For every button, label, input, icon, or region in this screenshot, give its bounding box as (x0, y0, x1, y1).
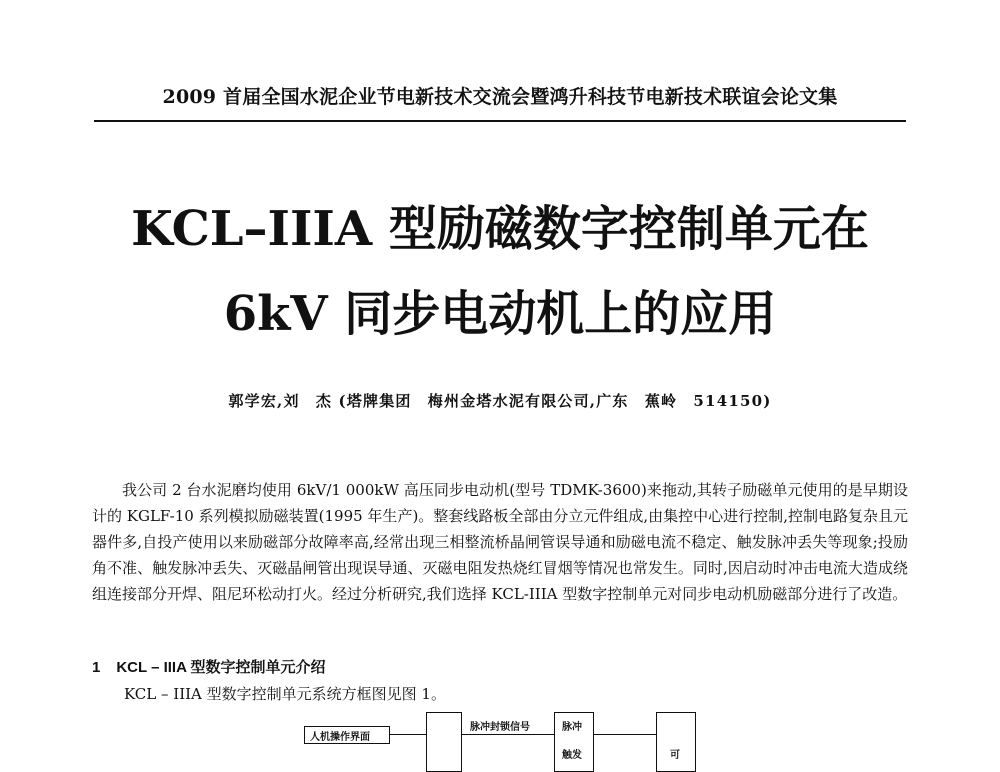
connector-hmi (390, 734, 426, 735)
controller-box (426, 712, 462, 772)
hmi-label: 人机操作界面 (310, 732, 370, 743)
author-affiliation: 郭学宏,刘 杰 (塔牌集团 梅州金塔水泥有限公司,广东 蕉岭 514150) (228, 392, 772, 410)
paper-title-line-2: 6kV 同步电动机上的应用 (223, 286, 777, 342)
connector-signal (462, 734, 554, 735)
section-title: KCL – IIIA 型数字控制单元介绍 (116, 659, 326, 676)
right-label: 可 (670, 750, 680, 761)
block-diagram (294, 712, 714, 760)
right-box (656, 712, 696, 772)
section-heading (92, 656, 326, 677)
pulse-label-2: 触发 (562, 750, 582, 761)
connector-pulse (594, 734, 656, 735)
intro-paragraph: 我公司 2 台水泥磨均使用 6kV/1 000kW 高压同步电动机(型号 TDMK-3600)来拖动,其转子励磁单元使用的是早期设计的 KGLF-10 系列模拟励磁装置(1995 年生产)。整套线路板全部由分立元件组成,由集控中心进行控制,控制电路复杂且元器件多,自投产使用以来励磁部分故障率高,经常出现三相整流桥晶闸管误导通和励磁电流不稳定、触发脉冲丢失等现象;投励角不准、触发脉冲丢失、灭磁晶闸管出现误导通、灭磁电阻发热烧红冒烟等情况也常发生。同时,因启动时冲击电流大造成绕组连接部分开焊、阻尼环松动打火。经过分析研究,我们选择 KCL-IIIA 型数字控制单元对同步电动机励磁部分进行了改造。 (92, 481, 908, 603)
paper-title-line-1: KCL–IIIA 型励磁数字控制单元在 (131, 201, 869, 257)
section-number: 1 (92, 659, 101, 676)
pulse-label-1: 脉冲 (562, 722, 582, 733)
figure-reference-text: KCL – IIIA 型数字控制单元系统方框图见图 1。 (124, 685, 446, 703)
signal-label: 脉冲封锁信号 (470, 722, 530, 733)
running-header: 2009 首届全国水泥企业节电新技术交流会暨鸿升科技节电新技术联谊会论文集 (162, 86, 838, 108)
header-rule (94, 120, 906, 122)
